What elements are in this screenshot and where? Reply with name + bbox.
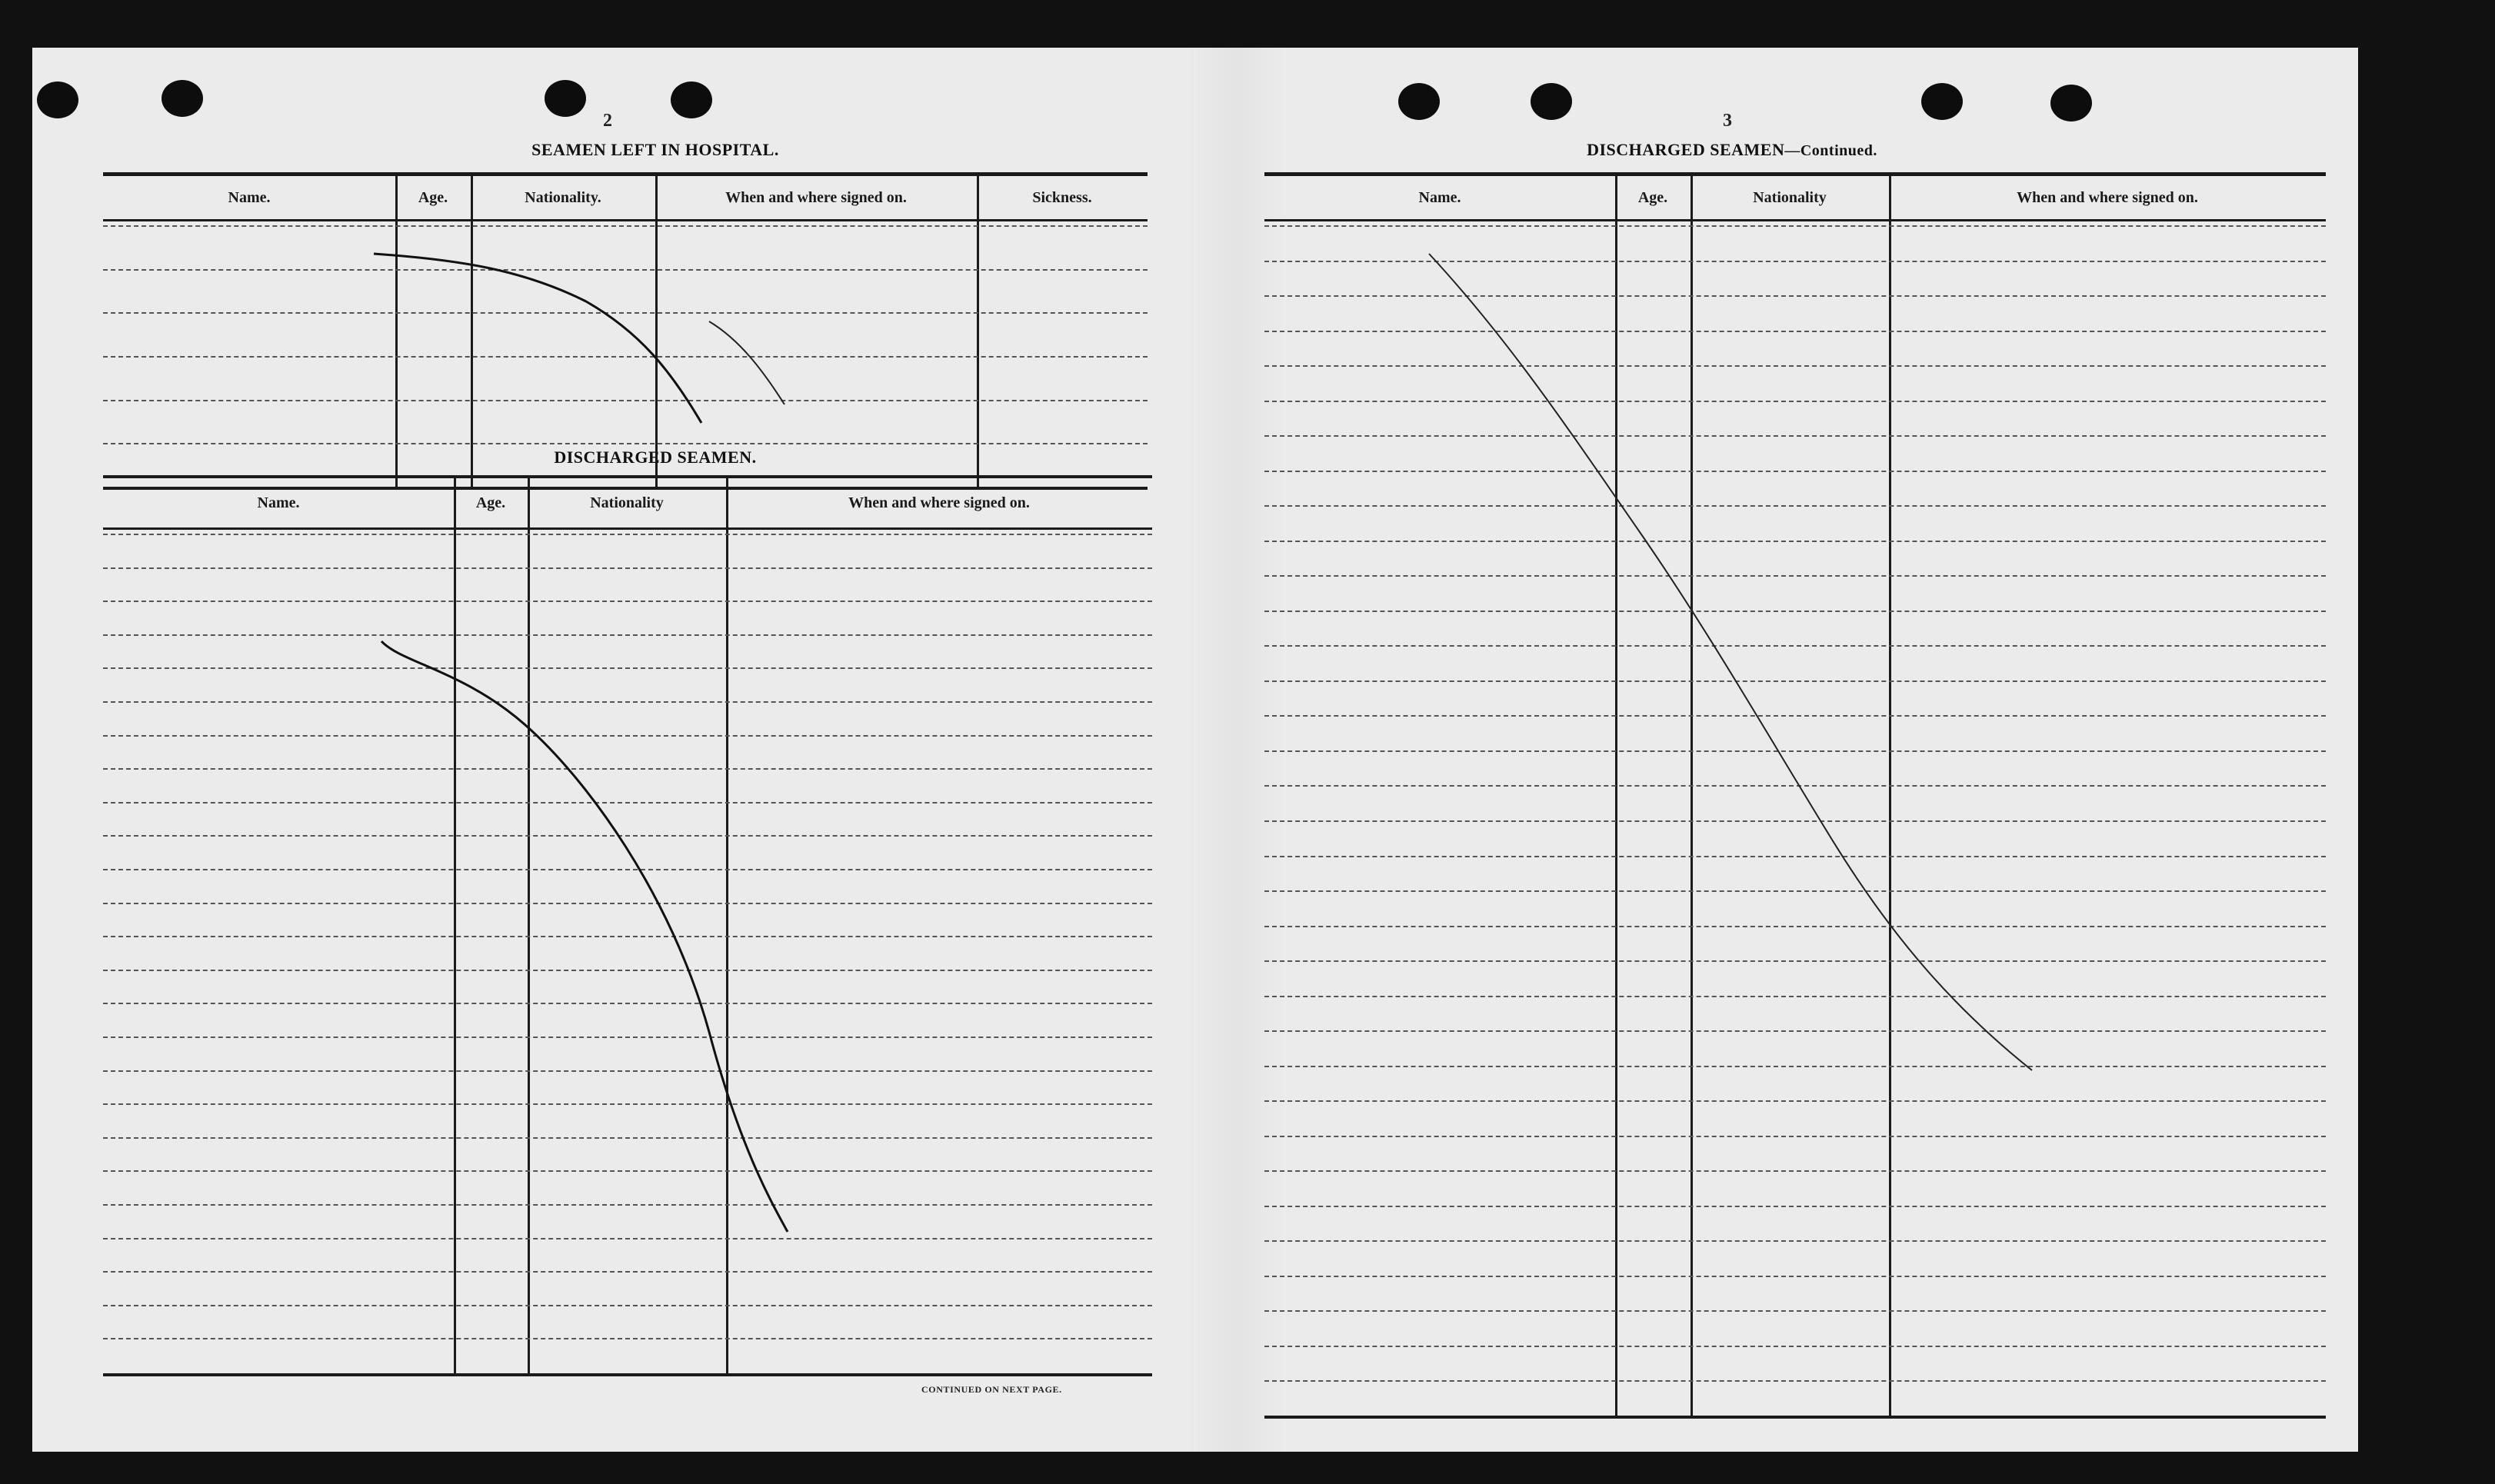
ruled-line (1264, 401, 2326, 402)
ruled-line (1264, 435, 2326, 437)
ruled-line (103, 1338, 1152, 1339)
discharged-continued-title (1540, 140, 1924, 160)
ruled-line (1264, 295, 2326, 297)
ruled-line (103, 701, 1152, 703)
ruled-line (103, 1137, 1152, 1139)
col-nationality: Nationality (1753, 188, 1827, 206)
col-sickness: Sickness. (1032, 188, 1092, 206)
col-age: Age. (1637, 188, 1668, 206)
ruled-line (1264, 1206, 2326, 1207)
punch-hole (1921, 83, 1963, 120)
punch-hole (1398, 83, 1440, 120)
hospital-section-title: SEAMEN LEFT IN HOSPITAL. (531, 140, 779, 159)
ruled-line (1264, 645, 2326, 647)
col-name: Name. (1418, 188, 1461, 206)
ruled-line (103, 970, 1152, 971)
ruled-line (1264, 960, 2326, 962)
ruled-line (1264, 471, 2326, 472)
ruled-line (103, 835, 1152, 837)
col-age: Age. (475, 494, 506, 511)
hospital-table (103, 172, 1148, 490)
ruled-line (103, 869, 1152, 870)
punch-hole (37, 82, 78, 118)
ruled-line (103, 567, 1152, 569)
ruled-line (1264, 575, 2326, 577)
ruled-line (1264, 1030, 2326, 1032)
table-bottom-rule (1264, 1416, 2326, 1419)
ruled-line (103, 443, 1148, 444)
ruled-line (103, 735, 1152, 737)
document-sheet (32, 48, 2358, 1452)
continued-note: CONTINUED ON NEXT PAGE. (921, 1384, 1062, 1395)
ruled-line (103, 634, 1152, 636)
col-signed-on: When and where signed on. (2017, 188, 2198, 206)
ruled-line (1264, 611, 2326, 612)
ruled-line (103, 936, 1152, 937)
ruled-line (1264, 1240, 2326, 1242)
ruled-line (1264, 1170, 2326, 1172)
ruled-line (103, 225, 1148, 227)
ruled-line (1264, 541, 2326, 542)
hospital-table-header (103, 176, 1148, 221)
discharged-table-header (103, 478, 1152, 530)
ruled-line (103, 1003, 1152, 1004)
ruled-line (103, 802, 1152, 804)
punch-hole (545, 80, 586, 117)
col-age: Age. (418, 188, 448, 206)
title-main: DISCHARGED SEAMEN (1587, 140, 1785, 159)
page-number-left: 2 (603, 111, 612, 131)
ruled-line (1264, 1346, 2326, 1347)
ruled-line (1264, 1136, 2326, 1137)
ruled-line (1264, 261, 2326, 262)
col-signed-on: When and where signed on. (848, 494, 1030, 511)
punch-hole (671, 82, 712, 118)
ruled-line (1264, 750, 2326, 752)
ruled-line (103, 667, 1152, 669)
ruled-line (103, 768, 1152, 770)
discharged-rows (103, 534, 1152, 1372)
ruled-line (103, 1036, 1152, 1038)
ruled-line (1264, 680, 2326, 682)
ruled-line (103, 269, 1148, 271)
ruled-line (103, 400, 1148, 401)
ruled-line (103, 1070, 1152, 1072)
ruled-line (1264, 365, 2326, 367)
ruled-line (1264, 1276, 2326, 1277)
ruled-line (103, 1271, 1152, 1273)
ruled-line (1264, 1066, 2326, 1067)
ruled-line (103, 534, 1152, 535)
discharged-continued-table (1264, 172, 2326, 1422)
page-number-right: 3 (1723, 111, 1732, 131)
ruled-line (1264, 505, 2326, 507)
ruled-line (103, 356, 1148, 358)
punch-hole (1531, 83, 1572, 120)
discharged-table (103, 475, 1152, 1424)
col-name: Name. (228, 188, 271, 206)
col-name: Name. (257, 494, 300, 511)
ruled-line (103, 1103, 1152, 1105)
punch-hole (162, 80, 203, 117)
ruled-line (1264, 890, 2326, 892)
ruled-line (1264, 820, 2326, 822)
col-nationality: Nationality. (525, 188, 601, 206)
ruled-line (103, 1170, 1152, 1172)
ruled-line (103, 903, 1152, 904)
ruled-line (1264, 856, 2326, 857)
col-signed-on: When and where signed on. (725, 188, 907, 206)
discharged-section-title: DISCHARGED SEAMEN. (554, 448, 757, 467)
punch-hole (2050, 85, 2092, 121)
ruled-line (1264, 1310, 2326, 1312)
ruled-line (1264, 926, 2326, 927)
discharged-continued-header (1264, 176, 2326, 221)
table-bottom-rule (103, 1373, 1152, 1376)
ruled-line (1264, 1100, 2326, 1102)
ruled-line (1264, 785, 2326, 787)
title-suffix: —Continued. (1784, 142, 1877, 159)
ruled-line (103, 1305, 1152, 1306)
ruled-line (103, 601, 1152, 602)
ruled-line (103, 312, 1148, 314)
ruled-line (1264, 331, 2326, 332)
ruled-line (1264, 225, 2326, 227)
ruled-line (1264, 1380, 2326, 1382)
ruled-line (103, 1204, 1152, 1206)
discharged-continued-rows (1264, 225, 2326, 1416)
ruled-line (1264, 996, 2326, 997)
ruled-line (103, 1238, 1152, 1239)
ruled-line (1264, 715, 2326, 717)
col-nationality: Nationality (590, 494, 664, 511)
